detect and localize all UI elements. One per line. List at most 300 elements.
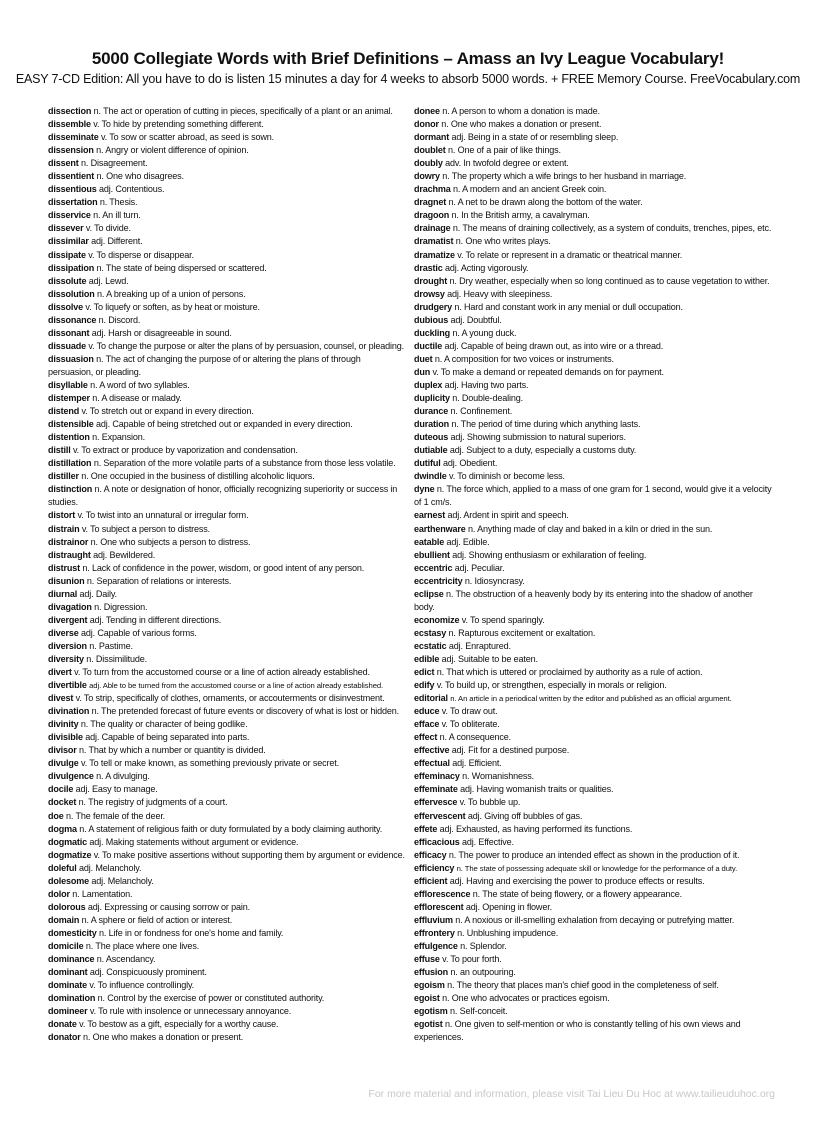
entry-word: effrontery bbox=[414, 927, 455, 938]
entry-word: distensible bbox=[48, 419, 94, 430]
entry-definition: v. To liquefy or soften, as by heat or moisture. bbox=[85, 301, 260, 312]
dictionary-entry bbox=[414, 823, 772, 836]
dictionary-entry bbox=[48, 301, 406, 314]
entry-definition: adj. Melancholy. bbox=[91, 875, 154, 886]
entry-definition: adj. Acting vigorously. bbox=[445, 262, 529, 273]
entry-word: dissentious bbox=[48, 184, 97, 195]
dictionary-entry bbox=[414, 536, 772, 549]
entry-word: dissertation bbox=[48, 197, 98, 208]
dictionary-entry bbox=[414, 575, 772, 588]
entry-word: earnest bbox=[414, 510, 446, 521]
dictionary-entry bbox=[414, 849, 772, 862]
entry-definition: adj. Expressing or causing sorrow or pain. bbox=[87, 901, 251, 912]
dictionary-entry bbox=[414, 966, 772, 979]
entry-word: ductile bbox=[414, 340, 443, 351]
entry-word: dissever bbox=[48, 223, 84, 234]
entry-definition: n. Separation of relations or interests. bbox=[86, 575, 232, 586]
dictionary-entry bbox=[414, 301, 772, 314]
entry-word: dramatist bbox=[414, 236, 454, 247]
entry-definition: adj. Opening in flower. bbox=[465, 901, 552, 912]
entry-definition: n. A breaking up of a union of persons. bbox=[96, 288, 246, 299]
dictionary-entry bbox=[48, 705, 406, 718]
dictionary-entry bbox=[414, 757, 772, 770]
entry-word: drought bbox=[414, 275, 448, 286]
entry-definition: adj. Bewildered. bbox=[93, 549, 156, 560]
entry-definition: n. The theory that places man's chief good in the completeness of self. bbox=[447, 980, 719, 991]
entry-word: disunion bbox=[48, 575, 85, 586]
dictionary-entry bbox=[48, 823, 406, 836]
dictionary-entry bbox=[48, 379, 406, 392]
entry-definition: v. To change the purpose or alter the plans of by persuasion, counsel, or pleading. bbox=[88, 340, 405, 351]
entry-definition: v. To rule with insolence or unnecessary annoyance. bbox=[89, 1006, 292, 1017]
entry-word: dogma bbox=[48, 823, 77, 834]
entry-word: drachma bbox=[414, 184, 451, 195]
entry-word: docile bbox=[48, 784, 74, 795]
entry-definition: n. Digression. bbox=[94, 601, 148, 612]
entry-word: dissipation bbox=[48, 262, 95, 273]
entry-word: effeminacy bbox=[414, 771, 460, 782]
dictionary-entry bbox=[48, 614, 406, 627]
entry-definition: adj. Lewd. bbox=[88, 275, 129, 286]
dictionary-entry bbox=[48, 810, 406, 823]
entry-word: distiller bbox=[48, 471, 79, 482]
entry-word: dominant bbox=[48, 967, 88, 978]
entry-word: edict bbox=[414, 667, 435, 678]
entry-word: diverse bbox=[48, 627, 79, 638]
dictionary-entry bbox=[48, 509, 406, 522]
entry-definition: adj. Showing enthusiasm or exhilaration of feeling. bbox=[452, 549, 647, 560]
entry-definition: n. That which is uttered or proclaimed by authority as a rule of action. bbox=[436, 667, 703, 678]
entry-definition: v. To disperse or disappear. bbox=[88, 249, 194, 260]
dictionary-entry bbox=[414, 653, 772, 666]
entry-definition: adj. Daily. bbox=[79, 588, 117, 599]
entry-definition: n. Hard and constant work in any menial or dull occupation. bbox=[454, 301, 683, 312]
entry-definition: adj. Fit for a destined purpose. bbox=[451, 745, 570, 756]
dictionary-entry bbox=[414, 105, 772, 118]
entry-definition: n. Thesis. bbox=[99, 197, 138, 208]
right-column bbox=[414, 105, 772, 1044]
entry-word: duckling bbox=[414, 327, 450, 338]
entry-word: dogmatize bbox=[48, 849, 92, 860]
entry-definition: n. The state of being flowery, or a flowery appearance. bbox=[472, 888, 682, 899]
entry-definition: v. To twist into an unnatural or irregular form. bbox=[77, 510, 249, 521]
entry-definition: n. One given to self-mention or who is constantly telling of his own views and experiences. bbox=[414, 1019, 741, 1043]
dictionary-entry bbox=[48, 588, 406, 601]
dictionary-entry bbox=[414, 196, 772, 209]
dictionary-entry bbox=[414, 131, 772, 144]
dictionary-entry bbox=[48, 640, 406, 653]
dictionary-entry bbox=[414, 810, 772, 823]
entry-word: doe bbox=[48, 810, 64, 821]
entry-word: drudgery bbox=[414, 301, 453, 312]
dictionary-entry bbox=[48, 666, 406, 679]
entry-word: diversity bbox=[48, 653, 84, 664]
entry-word: drastic bbox=[414, 262, 443, 273]
entry-word: diurnal bbox=[48, 588, 78, 599]
dictionary-entry bbox=[48, 262, 406, 275]
entry-definition: n. One who disagrees. bbox=[96, 171, 184, 182]
entry-definition: adj. Different. bbox=[91, 236, 143, 247]
entry-word: dominance bbox=[48, 954, 95, 965]
page-title: 5000 Collegiate Words with Brief Definitions – Amass an Ivy League Vocabulary! bbox=[91, 49, 725, 68]
entry-word: divert bbox=[48, 667, 72, 678]
entry-definition: adj. Capable of various forms. bbox=[81, 627, 197, 638]
dictionary-entry bbox=[48, 718, 406, 731]
entry-word: disservice bbox=[48, 210, 91, 221]
entry-definition: v. To subject a person to distress. bbox=[81, 523, 211, 534]
entry-definition: n. Splendor. bbox=[460, 941, 507, 951]
dictionary-entry bbox=[414, 718, 772, 731]
entry-word: diversion bbox=[48, 640, 87, 651]
entry-definition: n. Angry or violent difference of opinion. bbox=[96, 145, 249, 156]
entry-definition: n. The act or operation of cutting in pieces, specifically of a plant or an animal. bbox=[93, 106, 393, 116]
entry-definition: adj. Subject to a duty, especially a customs duty. bbox=[449, 445, 637, 456]
dictionary-entry bbox=[48, 418, 406, 431]
entry-word: divertible bbox=[48, 680, 87, 691]
entry-word: docket bbox=[48, 797, 77, 808]
entry-word: efficacy bbox=[414, 849, 447, 860]
entry-word: divagation bbox=[48, 601, 92, 612]
entry-word: dissemble bbox=[48, 119, 91, 130]
entry-definition: adj. Having two parts. bbox=[444, 379, 529, 390]
dictionary-entry bbox=[48, 836, 406, 849]
dictionary-entry bbox=[414, 836, 772, 849]
entry-definition: n. The state of possessing adequate skill or knowledge for the performance of a duty. bbox=[456, 863, 738, 873]
dictionary-entry bbox=[414, 940, 772, 953]
entry-word: donor bbox=[414, 119, 439, 130]
entry-definition: n. One of a pair of like things. bbox=[448, 145, 561, 156]
entry-word: editorial bbox=[414, 693, 448, 704]
entry-definition: n. A consequence. bbox=[439, 732, 512, 743]
entry-word: dissension bbox=[48, 145, 94, 156]
entry-word: doublet bbox=[414, 145, 446, 156]
dictionary-entry bbox=[48, 131, 406, 144]
entry-definition: adj. Contentious. bbox=[99, 184, 165, 195]
dictionary-entry bbox=[48, 992, 406, 1005]
entry-word: distill bbox=[48, 445, 71, 456]
dictionary-entry bbox=[414, 1005, 772, 1018]
dictionary-entry bbox=[48, 901, 406, 914]
entry-definition: v. To tell or make known, as something previously private or secret. bbox=[81, 758, 339, 769]
entry-definition: adj. Capable of being drawn out, as into wire or a thread. bbox=[444, 340, 664, 351]
entry-word: durance bbox=[414, 406, 449, 417]
dictionary-entry bbox=[48, 875, 406, 888]
entry-definition: adj. Peculiar. bbox=[454, 562, 505, 573]
entry-word: duplex bbox=[414, 379, 443, 390]
entry-word: effervesce bbox=[414, 797, 458, 808]
dictionary-entry bbox=[414, 796, 772, 809]
entry-definition: n. A disease or malady. bbox=[92, 393, 182, 404]
dictionary-entry bbox=[414, 249, 772, 262]
dictionary-entry bbox=[48, 1018, 406, 1031]
dictionary-entry bbox=[414, 340, 772, 353]
entry-definition: n. A sphere or field of action or interest. bbox=[81, 914, 233, 925]
entry-word: dissonant bbox=[48, 327, 90, 338]
entry-word: domicile bbox=[48, 941, 84, 951]
dictionary-entry bbox=[48, 849, 406, 862]
entry-word: ecstatic bbox=[414, 640, 447, 651]
left-column bbox=[48, 105, 406, 1044]
dictionary-entry bbox=[48, 340, 406, 353]
entry-word: dissentient bbox=[48, 171, 95, 182]
entry-word: efficiency bbox=[414, 862, 455, 873]
entry-definition: adj. Obedient. bbox=[442, 458, 498, 469]
entry-definition: v. To build up, or strengthen, especially in morals or religion. bbox=[436, 680, 667, 691]
entry-word: distrainor bbox=[48, 536, 89, 547]
entry-definition: v. To strip, specifically of clothes, ornaments, or accouterments or disinvestment. bbox=[75, 693, 385, 704]
dictionary-entry bbox=[48, 1005, 406, 1018]
entry-word: domineer bbox=[48, 1006, 88, 1017]
entry-word: duration bbox=[414, 419, 449, 430]
entry-word: dominate bbox=[48, 980, 88, 991]
entry-word: doleful bbox=[48, 862, 77, 873]
entry-definition: v. To sow or scatter abroad, as seed is sown. bbox=[101, 132, 274, 143]
entry-definition: adv. In twofold degree or extent. bbox=[445, 158, 569, 169]
dictionary-entry bbox=[414, 953, 772, 966]
dictionary-entry bbox=[414, 783, 772, 796]
dictionary-entry bbox=[48, 170, 406, 183]
entry-definition: n. One who makes a donation or present. bbox=[83, 1032, 244, 1043]
entry-definition: n. Rapturous excitement or exaltation. bbox=[448, 627, 596, 638]
entry-definition: adj. Giving off bubbles of gas. bbox=[467, 810, 583, 821]
entry-definition: n. A word of two syllables. bbox=[90, 379, 190, 390]
entry-definition: adj. Edible. bbox=[446, 536, 490, 547]
entry-definition: adj. Showing submission to natural superiors. bbox=[450, 432, 626, 443]
dictionary-entry bbox=[414, 666, 772, 679]
dictionary-entry bbox=[48, 1031, 406, 1044]
entry-definition: v. To divide. bbox=[85, 223, 131, 234]
dictionary-entry bbox=[48, 457, 406, 470]
dictionary-entry bbox=[48, 275, 406, 288]
entry-word: dissimilar bbox=[48, 236, 89, 247]
entry-word: earthenware bbox=[414, 523, 466, 534]
dictionary-entry bbox=[48, 249, 406, 262]
entry-definition: v. To spend sparingly. bbox=[461, 614, 545, 625]
entry-word: effective bbox=[414, 745, 450, 756]
dictionary-entry bbox=[414, 640, 772, 653]
entry-definition: n. Anything made of clay and baked in a kiln or dried in the sun. bbox=[468, 523, 713, 534]
entry-word: efface bbox=[414, 719, 440, 730]
entry-definition: n. Life in or fondness for one's home and family. bbox=[99, 927, 284, 938]
entry-definition: v. To relate or represent in a dramatic or theatrical manner. bbox=[457, 249, 683, 260]
entry-definition: n. Dissimilitude. bbox=[86, 653, 148, 664]
entry-word: eccentric bbox=[414, 562, 453, 573]
entry-definition: adj. Suitable to be eaten. bbox=[441, 653, 538, 664]
entry-word: egotism bbox=[414, 1006, 448, 1017]
dictionary-entry bbox=[48, 627, 406, 640]
dictionary-entry bbox=[414, 222, 772, 235]
dictionary-entry bbox=[414, 157, 772, 170]
entry-definition: adj. Having womanish traits or qualities. bbox=[460, 784, 614, 795]
entry-word: efflorescence bbox=[414, 888, 471, 899]
entry-word: educe bbox=[414, 706, 440, 717]
dictionary-entry bbox=[48, 118, 406, 131]
entry-definition: n. The obstruction of a heavenly body by its entering into the shadow of another body. bbox=[414, 588, 753, 612]
entry-word: dissipate bbox=[48, 249, 86, 260]
dictionary-entry bbox=[48, 196, 406, 209]
entry-definition: n. Ascendancy. bbox=[96, 954, 156, 965]
entry-definition: n. The registry of judgments of a court. bbox=[78, 797, 228, 808]
dictionary-entry bbox=[414, 209, 772, 222]
entry-definition: n. The means of draining collectively, as a system of conduits, trenches, pipes, etc. bbox=[452, 223, 772, 234]
entry-word: dubious bbox=[414, 314, 449, 325]
entry-definition: n. The pretended forecast of future events or discovery of what is lost or hidden. bbox=[91, 706, 399, 717]
dictionary-entry bbox=[48, 157, 406, 170]
dictionary-entry bbox=[414, 353, 772, 366]
entry-definition: adj. Conspicuously prominent. bbox=[89, 967, 207, 978]
dictionary-entry bbox=[414, 405, 772, 418]
entry-definition: n. Discord. bbox=[98, 314, 141, 325]
dictionary-entry bbox=[414, 418, 772, 431]
entry-definition: n. A note or designation of honor, officially recognizing superiority or success in studies. bbox=[48, 484, 398, 508]
entry-word: distemper bbox=[48, 393, 90, 404]
entry-definition: n. Lack of confidence in the power, wisdom, or good intent of any person. bbox=[82, 562, 365, 573]
entry-word: distention bbox=[48, 432, 90, 443]
entry-definition: v. To diminish or become less. bbox=[449, 471, 565, 482]
entry-definition: n. An article in a periodical written by the editor and published as an official argument. bbox=[450, 694, 732, 704]
dictionary-entry bbox=[48, 235, 406, 248]
entry-word: effervescent bbox=[414, 810, 466, 821]
entry-word: egotist bbox=[414, 1019, 443, 1030]
entry-definition: n. The force which, applied to a mass of one gram for 1 second, would give it a velocity of 1 cm/s. bbox=[414, 484, 772, 508]
entry-definition: adj. Capable of being stretched out or expanded in every direction. bbox=[95, 419, 353, 430]
entry-definition: adj. Doubtful. bbox=[450, 314, 502, 325]
entry-word: disyllable bbox=[48, 379, 88, 390]
entry-definition: n. Idiosyncrasy. bbox=[464, 575, 525, 586]
dictionary-entry bbox=[48, 523, 406, 536]
entry-word: eccentricity bbox=[414, 575, 463, 586]
dictionary-entry bbox=[414, 901, 772, 914]
entry-word: divulge bbox=[48, 758, 79, 769]
dictionary-entry bbox=[48, 470, 406, 483]
dictionary-entry bbox=[48, 549, 406, 562]
entry-definition: n. One who subjects a person to distress. bbox=[90, 536, 251, 547]
entry-definition: n. The quality or character of being godlike. bbox=[80, 719, 248, 730]
entry-word: dogmatic bbox=[48, 836, 88, 847]
entry-word: dun bbox=[414, 366, 431, 377]
dictionary-entry bbox=[48, 536, 406, 549]
dictionary-entry bbox=[414, 275, 772, 288]
entry-word: dragnet bbox=[414, 197, 447, 208]
entry-word: dissonance bbox=[48, 314, 97, 325]
entry-definition: adj. Having and exercising the power to produce effects or results. bbox=[449, 875, 705, 886]
entry-word: dissolution bbox=[48, 288, 95, 299]
entry-word: eatable bbox=[414, 536, 445, 547]
entry-word: effete bbox=[414, 823, 438, 834]
dictionary-entry bbox=[414, 170, 772, 183]
dictionary-entry bbox=[48, 653, 406, 666]
dictionary-entry bbox=[414, 588, 772, 614]
dictionary-entry bbox=[48, 796, 406, 809]
dictionary-entry bbox=[414, 314, 772, 327]
entry-word: doubly bbox=[414, 158, 443, 169]
entry-definition: adj. Effective. bbox=[462, 836, 514, 847]
entry-word: effluvium bbox=[414, 914, 453, 925]
entry-word: drowsy bbox=[414, 288, 445, 299]
dictionary-entry bbox=[48, 953, 406, 966]
dictionary-entry bbox=[48, 392, 406, 405]
entry-word: egoism bbox=[414, 980, 445, 991]
entry-word: eclipse bbox=[414, 588, 444, 599]
entry-word: effeminate bbox=[414, 784, 458, 795]
entry-word: dyne bbox=[414, 484, 435, 495]
entry-definition: v. To extract or produce by vaporization and condensation. bbox=[72, 445, 298, 456]
dictionary-entry bbox=[414, 614, 772, 627]
dictionary-entry bbox=[414, 679, 772, 692]
entry-word: effulgence bbox=[414, 941, 458, 951]
dictionary-entry bbox=[48, 575, 406, 588]
entry-definition: v. To influence controllingly. bbox=[89, 980, 195, 991]
dictionary-entry bbox=[414, 744, 772, 757]
entry-definition: n. The place where one lives. bbox=[85, 941, 200, 951]
entry-definition: n. The property which a wife brings to her husband in marriage. bbox=[442, 171, 687, 182]
dictionary-entry bbox=[414, 235, 772, 248]
dictionary-entry bbox=[414, 262, 772, 275]
dictionary-entry bbox=[48, 327, 406, 340]
dictionary-entry bbox=[48, 288, 406, 301]
dictionary-entry bbox=[48, 862, 406, 875]
entry-word: distort bbox=[48, 510, 76, 521]
entry-word: dissolute bbox=[48, 275, 87, 286]
dictionary-entry bbox=[48, 979, 406, 992]
entry-definition: n. A person to whom a donation is made. bbox=[442, 106, 600, 116]
entry-definition: adj. Tending in different directions. bbox=[89, 614, 222, 625]
entry-word: effectual bbox=[414, 758, 450, 769]
dictionary-entry bbox=[48, 757, 406, 770]
entry-word: donate bbox=[48, 1019, 77, 1030]
dictionary-entry bbox=[414, 770, 772, 783]
entry-definition: adj. Exhausted, as having performed its functions. bbox=[439, 823, 633, 834]
entry-word: divisible bbox=[48, 732, 83, 743]
dictionary-entry bbox=[48, 183, 406, 196]
entry-word: distrust bbox=[48, 562, 80, 573]
entry-word: edify bbox=[414, 680, 435, 691]
page-subtitle: EASY 7-CD Edition: All you have to do is listen 15 minutes a day for 4 weeks to absorb 5000 words. + FREE Memory Course. FreeVocabulary.com bbox=[15, 72, 801, 86]
entry-definition: n. A modern and an ancient Greek coin. bbox=[453, 184, 607, 195]
entry-word: divulgence bbox=[48, 771, 94, 782]
dictionary-entry bbox=[414, 366, 772, 379]
entry-definition: v. To pour forth. bbox=[442, 954, 502, 965]
entry-definition: n. Pastime. bbox=[89, 640, 133, 651]
entry-definition: n. A net to be drawn along the bottom of the water. bbox=[448, 197, 643, 208]
dictionary-entry bbox=[48, 144, 406, 157]
dictionary-entry bbox=[48, 770, 406, 783]
dictionary-entry bbox=[48, 940, 406, 953]
entry-definition: n. One occupied in the business of distilling alcoholic liquors. bbox=[81, 471, 315, 482]
dictionary-entry bbox=[48, 314, 406, 327]
dictionary-entry bbox=[414, 692, 772, 705]
entry-definition: n. The period of time during which anything lasts. bbox=[451, 419, 641, 430]
entry-definition: n. Self-conceit. bbox=[450, 1006, 508, 1017]
dictionary-entry bbox=[48, 444, 406, 457]
entry-definition: adj. Enraptured. bbox=[448, 640, 511, 651]
entry-definition: adj. Making statements without argument or evidence. bbox=[89, 836, 299, 847]
dictionary-entry bbox=[414, 705, 772, 718]
entry-word: divisor bbox=[48, 745, 77, 756]
entry-word: duet bbox=[414, 353, 433, 364]
entry-word: dormant bbox=[414, 132, 450, 143]
dictionary-entry bbox=[414, 979, 772, 992]
dictionary-entry bbox=[48, 601, 406, 614]
entry-definition: n. Double-dealing. bbox=[452, 393, 523, 404]
dictionary-entry bbox=[414, 731, 772, 744]
entry-word: ecstasy bbox=[414, 627, 447, 638]
dictionary-entry bbox=[414, 875, 772, 888]
entry-definition: n. Unblushing impudence. bbox=[457, 927, 559, 938]
dictionary-entry bbox=[48, 679, 406, 692]
dictionary-entry bbox=[414, 483, 772, 509]
dictionary-entry bbox=[414, 444, 772, 457]
